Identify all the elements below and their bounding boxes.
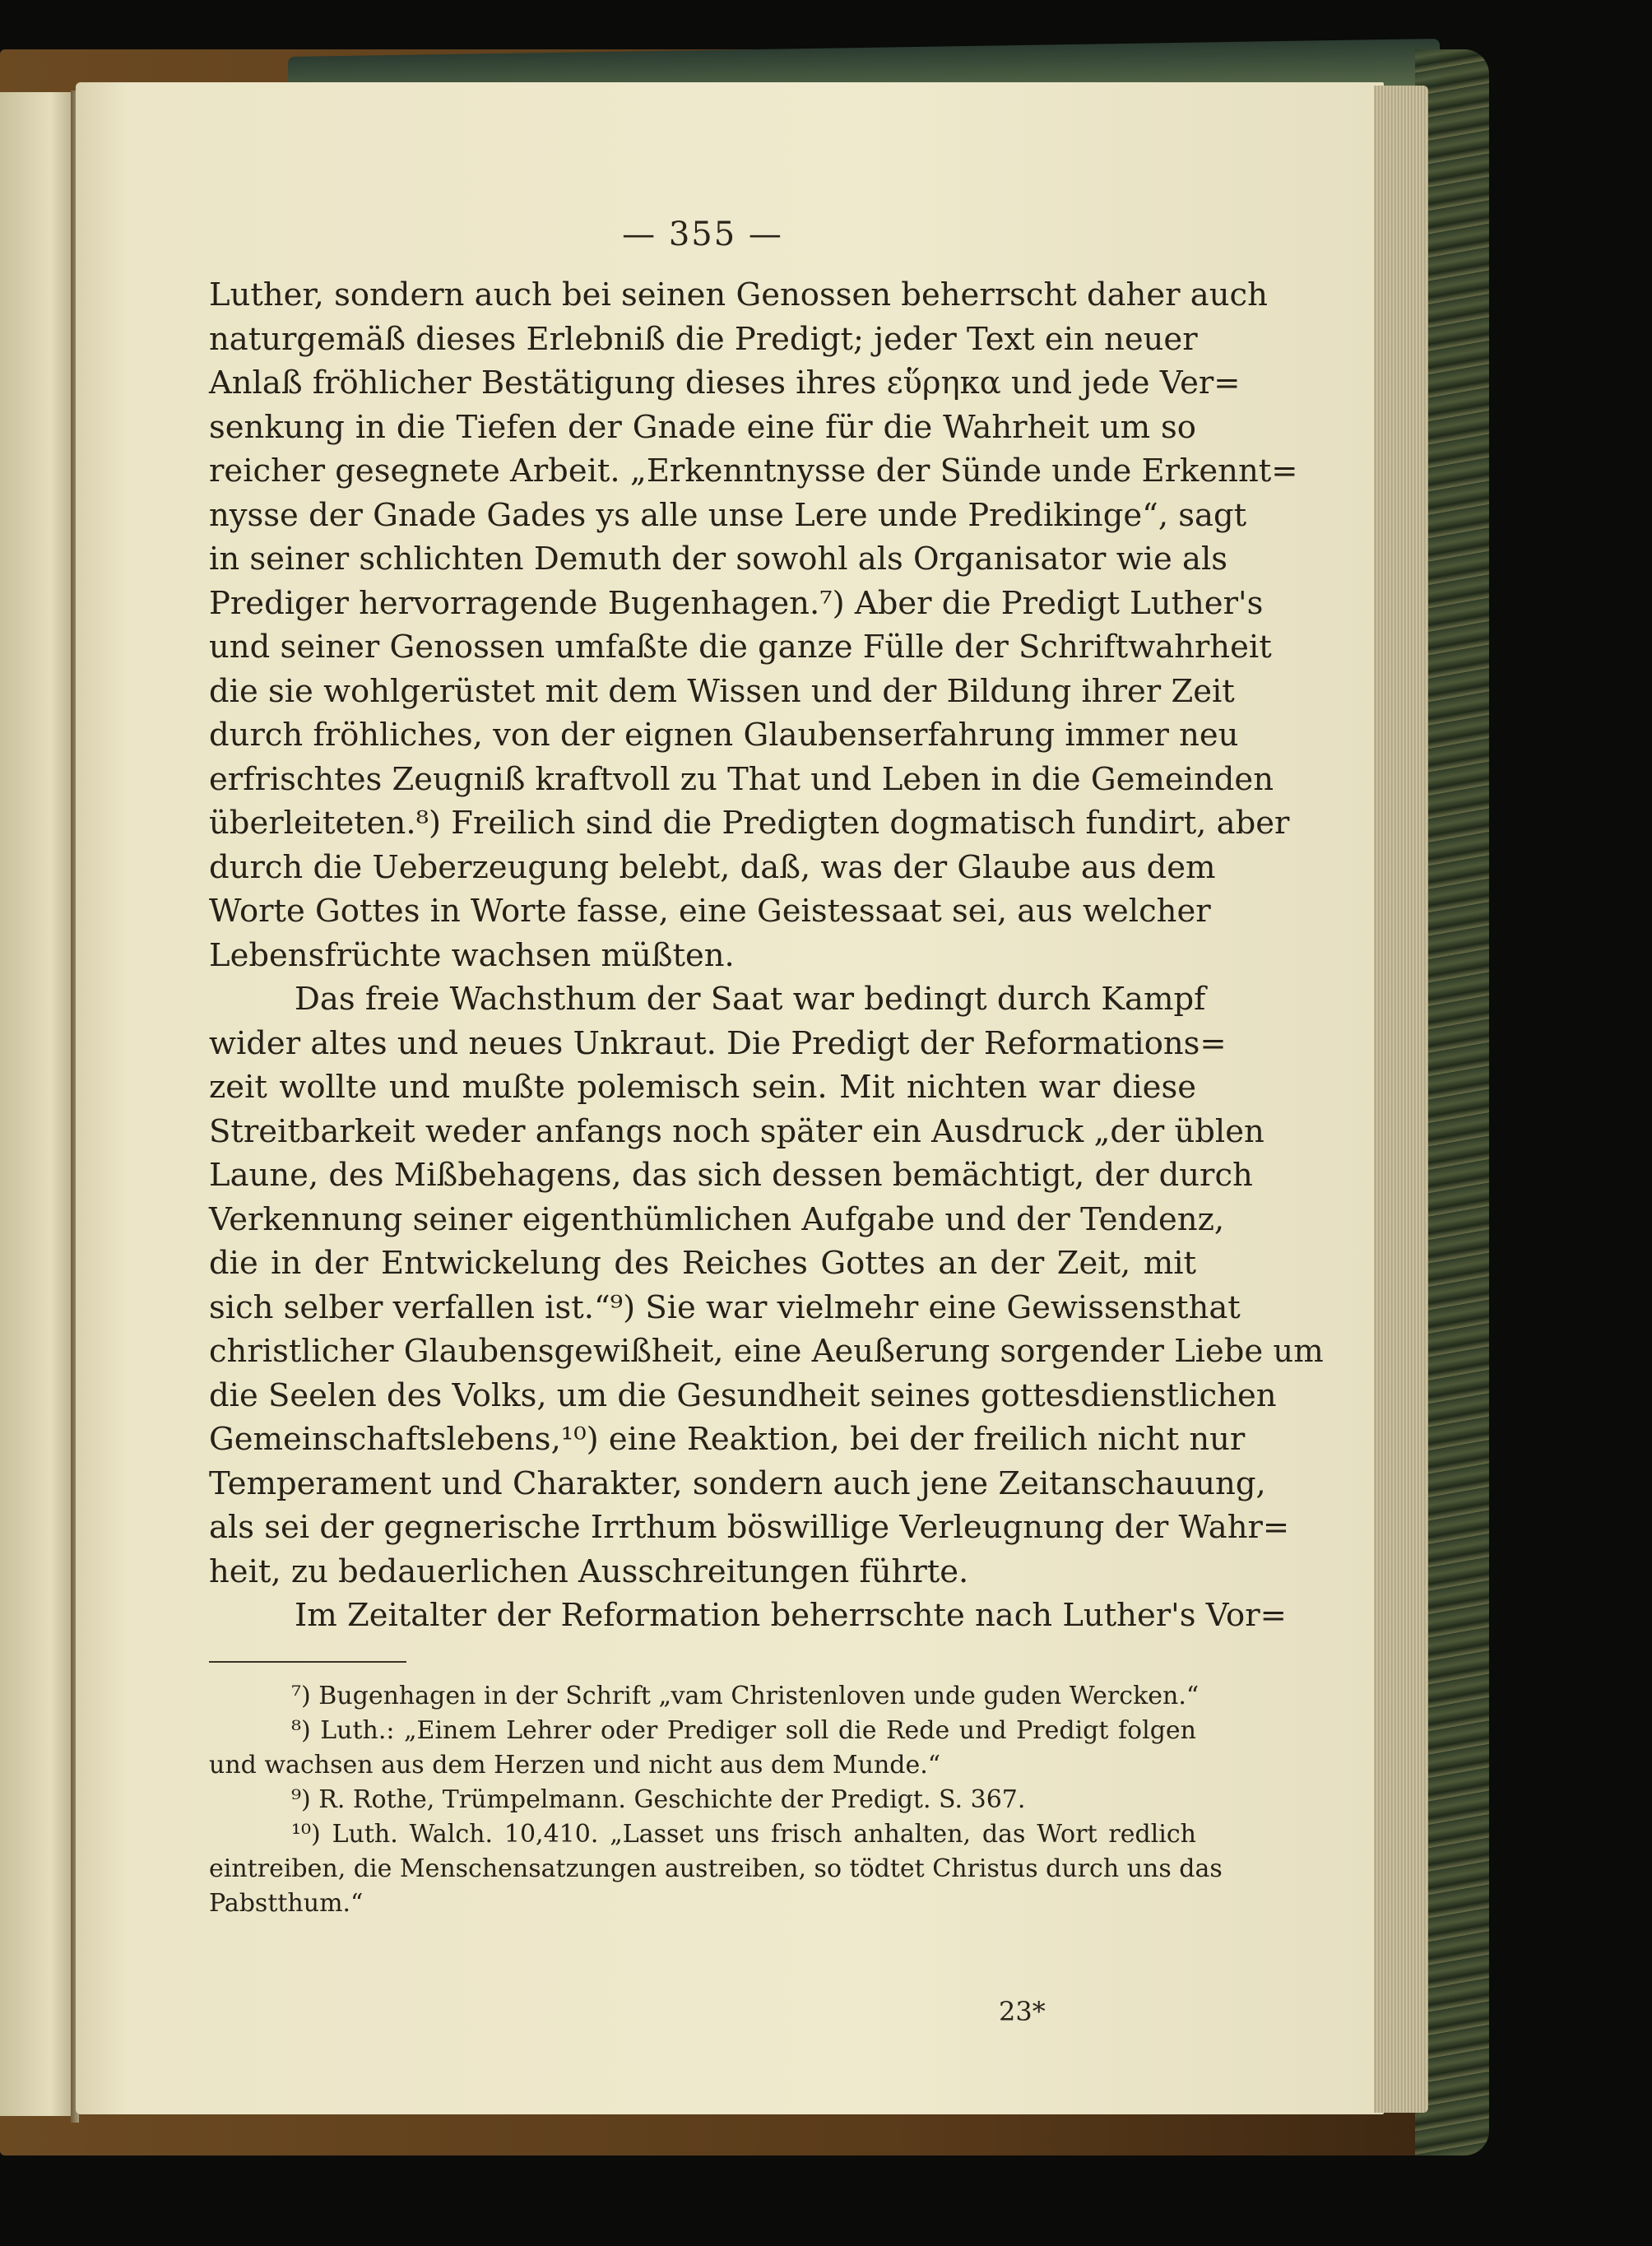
text-line: die Seelen des Volks, um die Gesundheit seines gottesdienstlichen [209, 1376, 1277, 1414]
footnotes [209, 1679, 1223, 1921]
text-line: christlicher Glaubensgewißheit, eine Aeußerung sorgender Liebe um [209, 1333, 1324, 1370]
text-line: wider altes und neues Unkraut. Die Predigt der Reformations= [209, 1024, 1227, 1062]
text-line: Anlaß fröhlicher Bestätigung dieses ihres εὕρηκα und jede Ver= [209, 364, 1241, 401]
text-line: und seiner Genossen umfaßte die ganze Fülle der Schriftwahrheit [209, 629, 1272, 666]
text-line: Verkennung seiner eigenthümlichen Aufgabe und der Tendenz, [209, 1200, 1225, 1238]
text-line: Gemeinschaftslebens,¹⁰) eine Reaktion, bei der freilich nicht nur [209, 1421, 1246, 1458]
text-line: erfrischtes Zeugniß kraftvoll zu That und Leben in die Gemeinden [209, 760, 1274, 798]
text-line: überleiteten.⁸) Freilich sind die Predigten dogmatisch fundirt, aber [209, 805, 1290, 842]
footnote-9: ⁹) R. Rothe, Trümpelmann. Geschichte der Predigt. S. 367. [291, 1784, 1026, 1814]
left-page-edge [0, 92, 72, 2116]
text-line: Im Zeitalter der Reformation beherrschte nach Luther's Vor= [295, 1597, 1287, 1634]
text-line: reicher gesegnete Arbeit. „Erkenntnysse der Sünde unde Erkennt= [209, 452, 1298, 490]
text-line: Luther, sondern auch bei seinen Genossen beherrscht daher auch [209, 276, 1268, 313]
text-line: naturgemäß dieses Erlebniß die Predigt; jeder Text ein neuer [209, 320, 1198, 358]
paragraph-2 [209, 977, 1324, 1594]
page-number-header: — 355 — [622, 216, 783, 253]
text-line: Laune, des Mißbehagens, das sich dessen bemächtigt, der durch [209, 1157, 1253, 1194]
text-line: in seiner schlichten Demuth der sowohl als Organisator wie als [209, 541, 1228, 578]
text-line: durch die Ueberzeugung belebt, daß, was der Glaube aus dem [209, 848, 1216, 886]
text-line: als sei der gegnerische Irrthum böswillige Verleugnung der Wahr= [209, 1509, 1290, 1546]
text-line: heit, zu bedauerlichen Ausschreitungen führte. [209, 1552, 969, 1590]
text-line: die in der Entwickelung des Reiches Gottes an der Zeit, mit [209, 1245, 1196, 1282]
footnote-10-cont: eintreiben, die Menschensatzungen austreiben, so tödtet Christus durch uns das [209, 1854, 1223, 1883]
text-line: nysse der Gnade Gades ys alle unse Lere unde Predikinge“, sagt [209, 496, 1247, 534]
paragraph-1 [209, 273, 1298, 977]
page-stack-edges [1374, 86, 1428, 2113]
footnote-7: ⁷) Bugenhagen in der Schrift „vam Christenloven unde guden Wercken.“ [291, 1681, 1200, 1710]
text-line: zeit wollte und mußte polemisch sein. Mit nichten war diese [209, 1069, 1196, 1106]
text-line: Worte Gottes in Worte fasse, eine Geistessaat sei, aus welcher [209, 893, 1211, 930]
footnote-8-cont: und wachsen aus dem Herzen und nicht aus dem Munde.“ [209, 1750, 941, 1780]
footnote-10: ¹⁰) Luth. Walch. 10,410. „Lasset uns frisch anhalten, das Wort redlich [291, 1819, 1196, 1849]
text-line: senkung in die Tiefen der Gnade eine für die Wahrheit um so [209, 408, 1196, 446]
text-line: durch fröhliches, von der eignen Glaubenserfahrung immer neu [209, 717, 1239, 754]
footnote-divider [209, 1661, 406, 1663]
signature-mark: 23* [999, 1996, 1046, 2027]
paragraph-3 [209, 1594, 1287, 1638]
text-line: Lebensfrüchte wachsen müßten. [209, 936, 735, 974]
text-line: Das freie Wachsthum der Saat war bedingt durch Kampf [295, 981, 1206, 1018]
text-line: Prediger hervorragende Bugenhagen.⁷) Aber die Predigt Luther's [209, 584, 1264, 622]
footnote-8: ⁸) Luth.: „Einem Lehrer oder Prediger soll die Rede und Predigt folgen [291, 1715, 1196, 1745]
text-line: Streitbarkeit weder anfangs noch später ein Ausdruck „der üblen [209, 1112, 1265, 1150]
page-text-block [209, 216, 1324, 1921]
text-line: Temperament und Charakter, sondern auch jene Zeitanschauung, [209, 1464, 1266, 1502]
text-line: sich selber verfallen ist.“⁹) Sie war vielmehr eine Gewissensthat [209, 1288, 1241, 1326]
text-line: die sie wohlgerüstet mit dem Wissen und der Bildung ihrer Zeit [209, 672, 1235, 710]
footnote-10-end: Pabstthum.“ [209, 1888, 364, 1918]
